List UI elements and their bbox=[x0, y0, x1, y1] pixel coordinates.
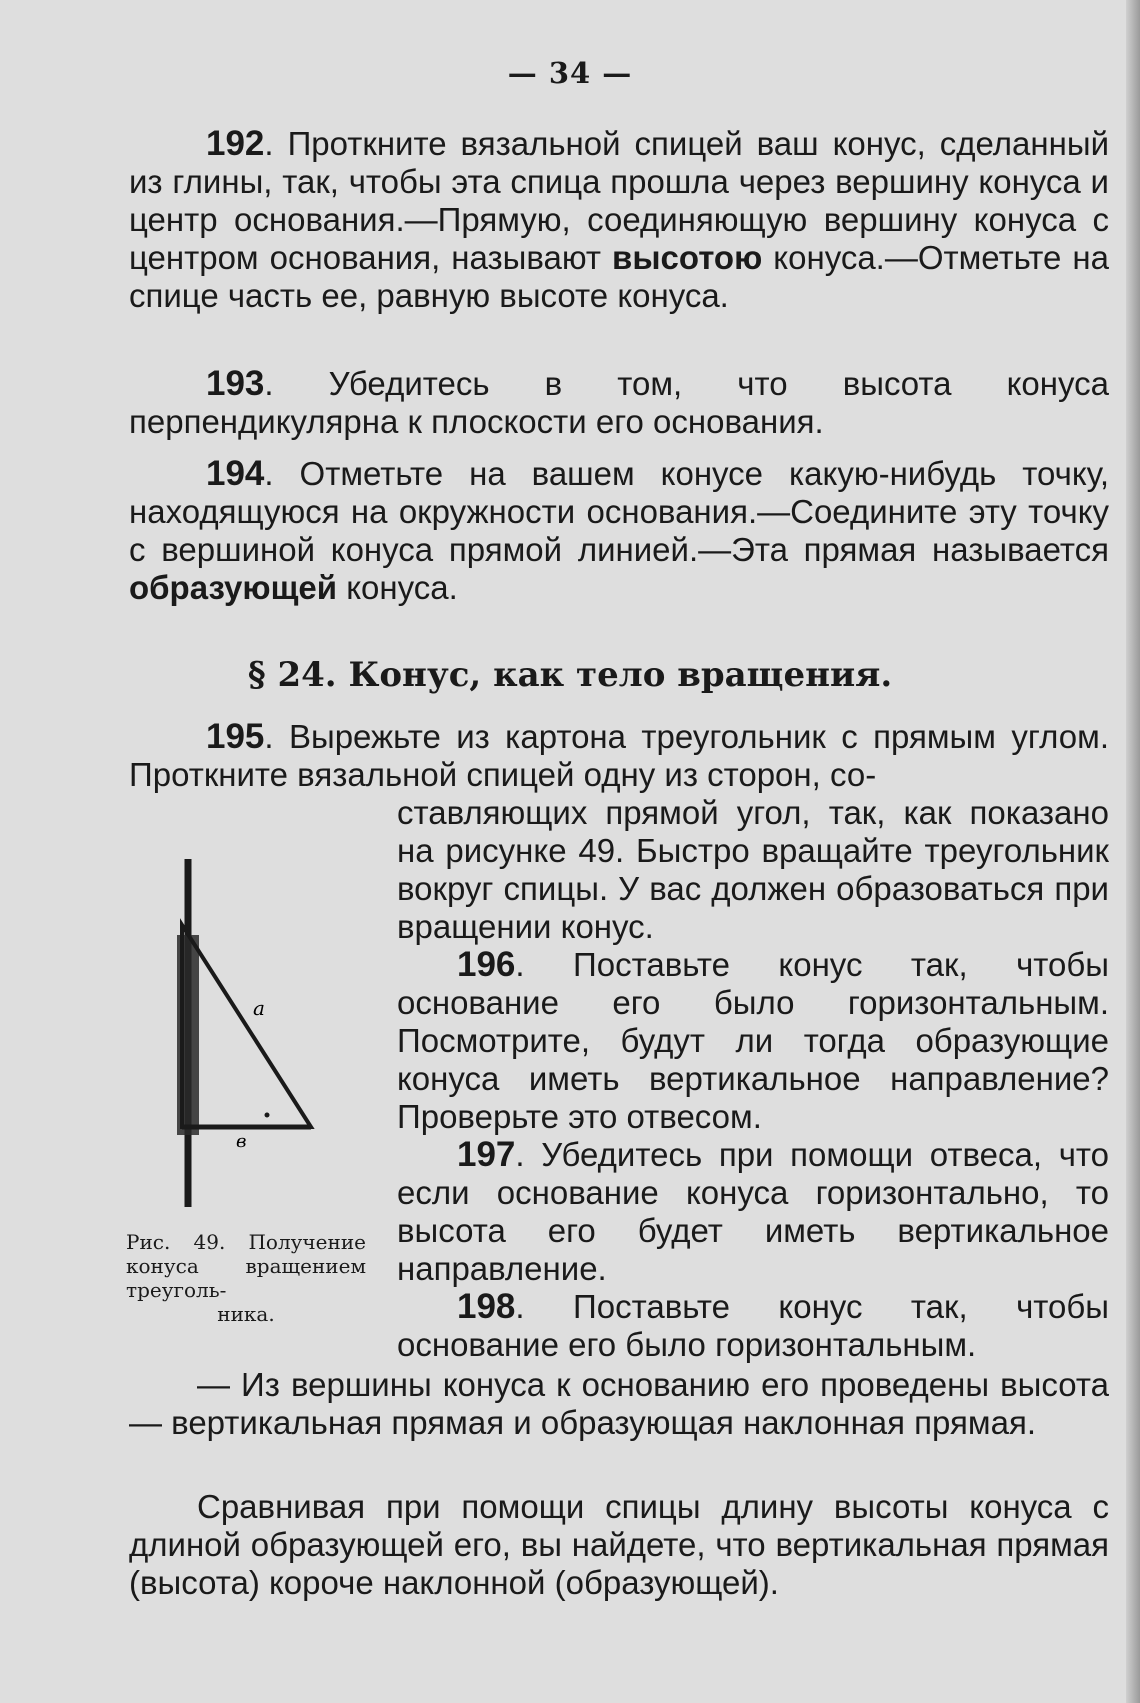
paragraph-text: . Проткните вязальной спицей ваш конус, сделанный из глины, так, чтобы эта спица прошла через вершину конуса и центр основания.—Прямую, соединяющую вершину конуса с центром основания, называют bbox=[129, 125, 1109, 276]
caption-text-end: ника. bbox=[217, 1302, 275, 1326]
exercise-number: 195 bbox=[206, 717, 265, 756]
paragraph-text: . Поставьте конус так, чтобы основание его было горизонтальным. Посмотрите, будут ли тогда образующие конуса иметь вертикальное направление? Проверьте это отвесом. bbox=[397, 946, 1109, 1135]
label-a: a bbox=[253, 996, 265, 1020]
exercise-number: 194 bbox=[206, 454, 265, 493]
exercise-number: 196 bbox=[457, 945, 516, 984]
exercise-number: 193 bbox=[206, 364, 265, 403]
term-bold: образующей bbox=[129, 569, 338, 606]
paragraph-193 bbox=[129, 365, 1109, 441]
paragraph-dash: — Из вершины конуса к основанию его проведены высота — вертикальная прямая и образующая наклонная прямая. bbox=[129, 1366, 1109, 1441]
figure-caption: Рис. 49. Получение конуса вращением треуголь- ника. bbox=[126, 1230, 366, 1326]
paragraph-text: конуса.—Отметьте на спице часть ее, равную высоте конуса. bbox=[129, 239, 1109, 314]
paragraph-197 bbox=[397, 1136, 1109, 1288]
paragraph-text: . Отметьте на вашем конусе какую-нибудь точку, находящуюся на окружности основания.—Соедините эту точку с вершиной конуса прямой линией.—Эта прямая называется bbox=[129, 455, 1109, 568]
caption-text: Рис. 49. Получение конуса вращением треуголь bbox=[126, 1230, 366, 1302]
paragraph-text: конуса. bbox=[337, 569, 458, 606]
paragraph-last: Сравнивая при помощи спицы длину высоты конуса с длиной образующей его, вы найдете, что вертикальная прямая (высота) короче наклонной (образующей). bbox=[129, 1488, 1109, 1601]
paragraph-195-start bbox=[129, 718, 1109, 794]
section-heading: § 24. Конус, как тело вращения. bbox=[247, 655, 893, 695]
paragraph-196 bbox=[397, 946, 1109, 1136]
paragraph-text: . Убедитесь при помощи отвеса, что если основание конуса горизонтально, то высота его будет иметь вертикальное направление. bbox=[397, 1136, 1109, 1287]
right-triangle bbox=[182, 925, 311, 1127]
label-b: в bbox=[236, 1131, 247, 1152]
paragraph-text: . Убедитесь в том, что высота конуса перпендикулярна к плоскости его основания. bbox=[129, 365, 1109, 440]
paragraph-192 bbox=[129, 125, 1109, 315]
paragraph-text: . Вырежьте из картона треугольник с прямым углом. Проткните вязальной спицей одну из сторон, со- bbox=[129, 718, 1109, 793]
paragraph-text: . Поставьте конус так, чтобы основание его было горизонтальным. bbox=[397, 1288, 1109, 1363]
figure-49 bbox=[160, 855, 350, 1220]
angle-mark bbox=[265, 1113, 270, 1118]
page-number: — 34 — bbox=[507, 56, 633, 90]
paragraph-195-continued bbox=[397, 794, 1109, 946]
paragraph-194 bbox=[129, 455, 1109, 607]
exercise-number: 198 bbox=[457, 1287, 516, 1326]
exercise-number: 192 bbox=[206, 124, 265, 163]
triangle-rotation-diagram bbox=[160, 855, 350, 1215]
exercise-number: 197 bbox=[457, 1135, 516, 1174]
term-bold: высотою bbox=[612, 239, 763, 276]
paragraph-198 bbox=[397, 1288, 1109, 1364]
paragraph-text: ставляющих прямой угол, так, как показано на рисунке 49. Быстро вращайте треугольник вокруг спицы. У вас должен образоваться при вращении конус. bbox=[397, 794, 1109, 945]
